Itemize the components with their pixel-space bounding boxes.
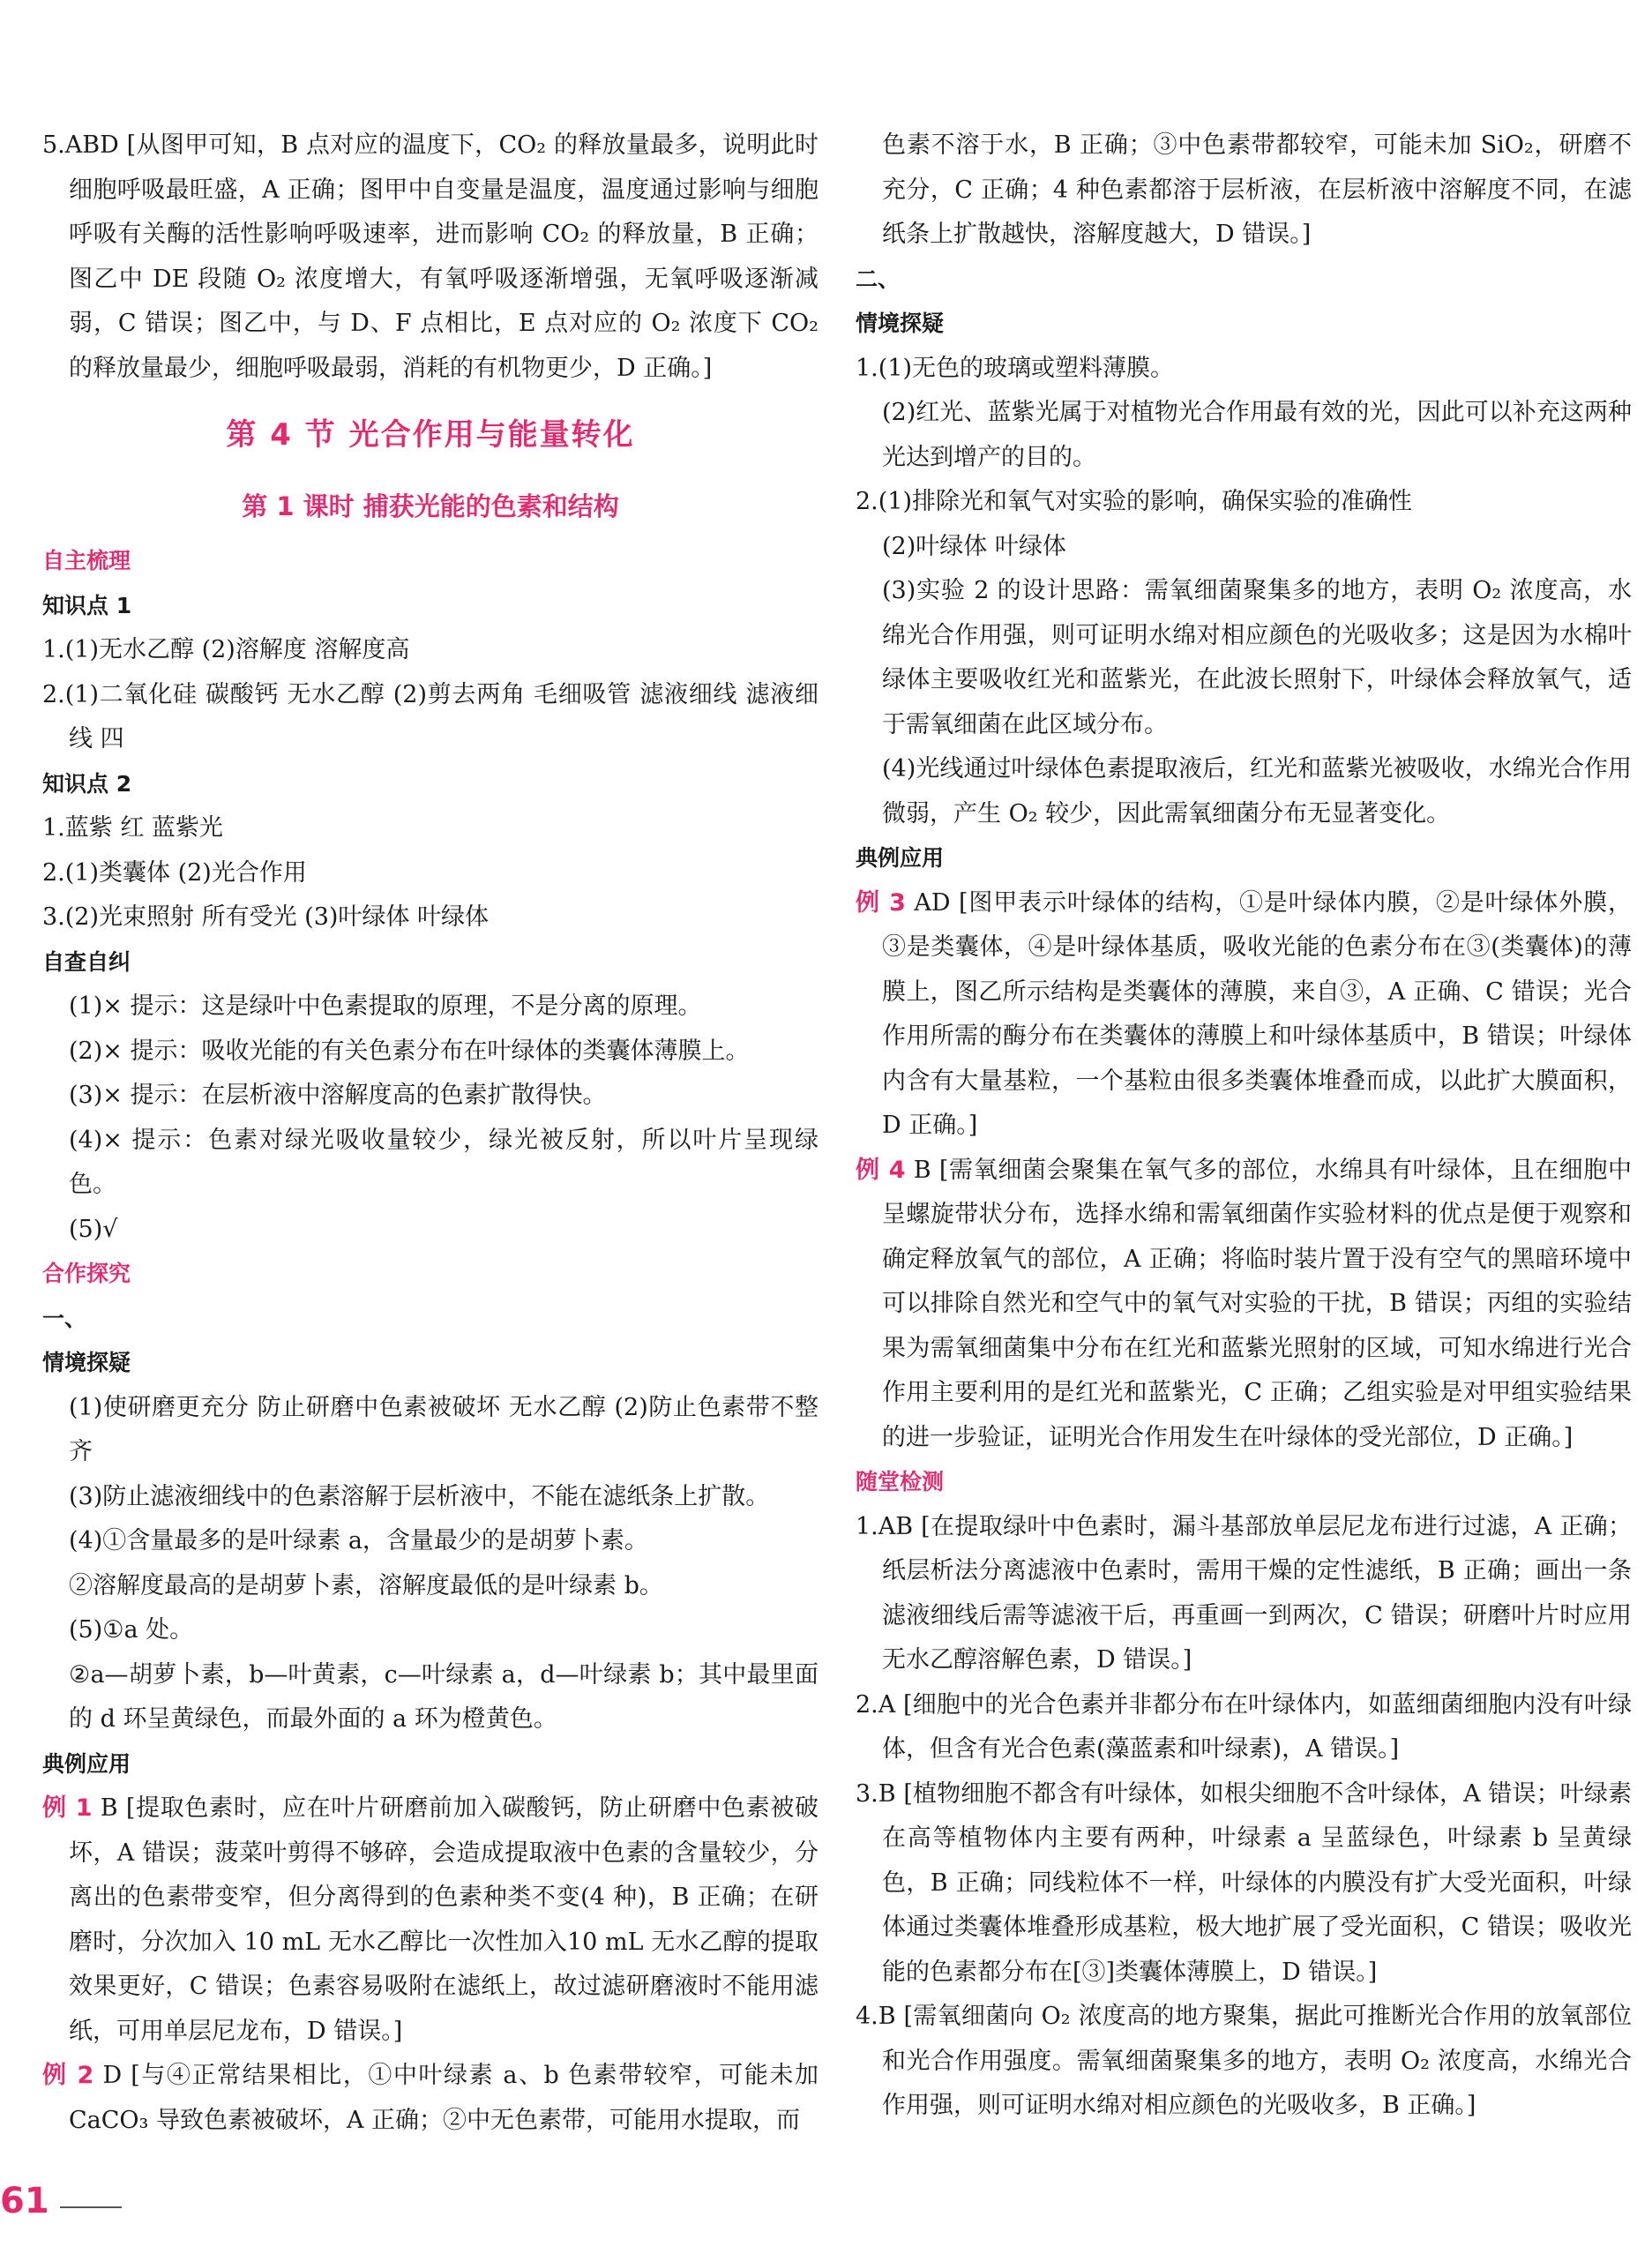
example-2-continued: 色素不溶于水，B 正确；③中色素带都较窄，可能未加 SiO₂，研磨不充分，C 正确；4 种色素都溶于层析液，在层析液中溶解度不同，在滤纸条上扩散越快，溶解度越大，D 错误。] (882, 131, 1632, 248)
inquiry-line: (3)实验 2 的设计思路：需氧细菌聚集多的地方，表明 O₂ 浓度高，水绵光合作用强，则可证明水绵对相应颜色的光吸收多；这是因为水棉叶绿体主要吸收红光和蓝紫光，在此波长照射下，叶绿体会释放氧气，适于需氧细菌在此区域分布。 (882, 577, 1632, 738)
left-column (42, 124, 819, 2143)
example-3-text: AD [图甲表示叶绿体的结构，①是叶绿体内膜，②是叶绿体外膜，③是类囊体，④是叶绿体基质，吸收光能的色素分布在③(类囊体)的薄膜上，图乙所示结构是类囊体的薄膜，来自③，A 正确、C 错误；光合作用所需的酶分布在类囊体的薄膜上和叶绿体基质中，B 错误；叶绿体内含有大量基粒，一个基粒由很多类囊体堆叠而成，以此扩大膜面积，D 正确。] (882, 888, 1633, 1139)
heading-zizhu: 自主梳理 (42, 548, 131, 573)
knowledge-point-1: 知识点 1 (42, 592, 132, 618)
heading-hezuo: 合作探究 (42, 1261, 131, 1286)
example-2-text: D [与④正常结果相比，①中叶绿素 a、b 色素带较窄，可能未加 CaCO₃ 导致色素被破坏，A 正确；②中无色素带，可能用水提取，而 (69, 2062, 819, 2134)
part-one: 一、 (42, 1305, 87, 1331)
example-1 (42, 1786, 819, 2054)
example-3-label: 例 3 (856, 888, 906, 917)
right-column (856, 124, 1632, 2129)
inquiry-line: 1.(1)无色的玻璃或塑料薄膜。 (856, 354, 1175, 382)
test-item: 2.A [细胞中的光合色素并非都分布在叶绿体内，如蓝细菌细胞内没有叶绿体，但含有光合色素(藻蓝素和叶绿素)，A 错误。] (856, 1690, 1632, 1763)
inquiry-line: (3)防止滤液细线中的色素溶解于层析液中，不能在滤纸条上扩散。 (69, 1482, 770, 1510)
example-4 (856, 1149, 1632, 1461)
heading-dianli-2: 典例应用 (856, 845, 945, 871)
part-two: 二、 (856, 266, 901, 292)
inquiry-line: ②溶解度最高的是胡萝卜素，溶解度最低的是叶绿素 b。 (69, 1571, 663, 1599)
example-4-label: 例 4 (856, 1156, 906, 1184)
example-2 (42, 2054, 819, 2143)
heading-qingjing: 情境探疑 (42, 1350, 131, 1375)
knowledge-point-2: 知识点 2 (42, 770, 132, 797)
page-number-rule (60, 2206, 122, 2208)
test-item: 4.B [需氧细菌向 O₂ 浓度高的地方聚集，据此可推断光合作用的放氧部位和光合作用强度。需氧细菌聚集多的地方，表明 O₂ 浓度高，水绵光合作用强，则可证明水绵对相应颜色的光吸收多，B 正确。] (856, 2003, 1632, 2119)
example-2-label: 例 2 (42, 2062, 94, 2089)
k2-line: 1.蓝紫 红 蓝紫光 (42, 814, 223, 842)
inquiry-line: (1)使研磨更充分 防止研磨中色素被破坏 无水乙醇 (2)防止色素带不整齐 (69, 1393, 819, 1465)
section-title: 第 4 节 光合作用与能量转化 (226, 417, 635, 453)
heading-suitang: 随堂检测 (856, 1469, 945, 1494)
lesson-title: 第 1 课时 捕获光能的色素和结构 (242, 491, 619, 521)
k2-line: 2.(1)类囊体 (2)光合作用 (42, 858, 307, 887)
example-1-text: B [提取色素时，应在叶片研磨前加入碳酸钙，防止研磨中色素被破坏，A 错误；菠菜叶剪得不够碎，会造成提取液中色素的含量较少，分离出的色素带变窄，但分离得到的色素种类不变(4 种)，B 正确；在研磨时，分次加入 10 mL 无水乙醇比一次性加入10 mL 无水乙醇的提取效果更好，C 错误；色素容易吸附在滤纸上，故过滤研磨液时不能用滤纸，可用单层尼龙布，D 错误。] (69, 1794, 819, 2045)
heading-qingjing-2: 情境探疑 (856, 311, 945, 336)
example-4-text: B [需氧细菌会聚集在氧气多的部位，水绵具有叶绿体，且在细胞中呈螺旋带状分布，选择水绵和需氧细菌作实验材料的优点是便于观察和确定释放氧气的部位，A 正确；将临时装片置于没有空气的黑暗环境中可以排除自然光和空气中的氧气对实验的干扰，B 错误；丙组的实验结果为需氧细菌集中分布在红光和蓝紫光照射的区域，可知水绵进行光合作用主要利用的是红光和蓝紫光，C 正确；乙组实验是对甲组实验结果的进一步验证，证明光合作用发生在叶绿体的受光部位，D 正确。] (882, 1156, 1632, 1451)
inquiry-line: ②a—胡萝卜素，b—叶黄素，c—叶绿素 a，d—叶绿素 b；其中最里面的 d 环呈黄绿色，而最外面的 a 环为橙黄色。 (69, 1660, 819, 1733)
k1-line: 1.(1)无水乙醇 (2)溶解度 溶解度高 (42, 636, 410, 663)
inquiry-line: (4)①含量最多的是叶绿素 a，含量最少的是胡萝卜素。 (69, 1527, 648, 1554)
page-number: 61 (0, 2181, 49, 2221)
test-item: 1.AB [在提取绿叶中色素时，漏斗基部放单层尼龙布进行过滤，A 正确；纸层析法分离滤液中色素时，需用干燥的定性滤纸，B 正确；画出一条滤液细线后需等滤液干后，再重画一到两次，C 错误；研磨叶片时应用无水乙醇溶解色素，D 错误。] (856, 1512, 1632, 1674)
inquiry-line: (5)①a 处。 (69, 1616, 194, 1644)
check-item: (5)√ (69, 1215, 118, 1243)
k1-line: 2.(1)二氧化硅 碳酸钙 无水乙醇 (2)剪去两角 毛细吸管 滤液细线 滤液细线 四 (42, 680, 819, 753)
inquiry-line: (2)红光、蓝紫光属于对植物光合作用最有效的光，因此可以补充这两种光达到增产的目的。 (882, 399, 1632, 471)
inquiry-line: 2.(1)排除光和氧气对实验的影响，确保实验的准确性 (856, 488, 1413, 515)
example-3 (856, 881, 1632, 1149)
inquiry-line: (2)叶绿体 叶绿体 (882, 532, 1066, 560)
test-item: 3.B [植物细胞不都含有叶绿体，如根尖细胞不含叶绿体，A 错误；叶绿素在高等植物体内主要有两种，叶绿素 a 呈蓝绿色，叶绿素 b 呈黄绿色，B 正确；同线粒体不一样，叶绿体的内膜没有扩大受光面积，叶绿体通过类囊体堆叠形成基粒，极大地扩展了受光面积，C 错误；吸收光能的色素都分布在[③]类囊体薄膜上，D 错误。] (856, 1779, 1632, 1986)
heading-zicha: 自查自纠 (42, 948, 131, 975)
inquiry-line: (4)光线通过叶绿体色素提取液后，红光和蓝紫光被吸收，水绵光合作用微弱，产生 O₂ 较少，因此需氧细菌分布无显著变化。 (882, 755, 1632, 828)
check-item: (1)× 提示：这是绿叶中色素提取的原理，不是分离的原理。 (69, 992, 702, 1020)
check-item: (3)× 提示：在层析液中溶解度高的色素扩散得快。 (69, 1082, 607, 1109)
k2-line: 3.(2)光束照射 所有受光 (3)叶绿体 叶绿体 (42, 903, 489, 931)
heading-dianli: 典例应用 (42, 1750, 131, 1777)
answer-5: 5.ABD [从图甲可知，B 点对应的温度下，CO₂ 的释放量最多，说明此时细胞呼吸最旺盛，A 正确；图甲中自变量是温度，温度通过影响与细胞呼吸有关酶的活性影响呼吸速率，进而影响 CO₂ 的释放量，B 正确；图乙中 DE 段随 O₂ 浓度增大，有氧呼吸逐渐增强，无氧呼吸逐渐减弱，C 错误；图乙中，与 D、F 点相比，E 点对应的 O₂ 浓度下 CO₂ 的释放量最少，细胞呼吸最弱，消耗的有机物更少，D 正确。] (42, 131, 819, 382)
check-item: (2)× 提示：吸收光能的有关色素分布在叶绿体的类囊体薄膜上。 (69, 1037, 750, 1065)
example-1-label: 例 1 (42, 1794, 93, 1822)
check-item: (4)× 提示：色素对绿光吸收量较少，绿光被反射，所以叶片呈现绿色。 (69, 1126, 819, 1198)
